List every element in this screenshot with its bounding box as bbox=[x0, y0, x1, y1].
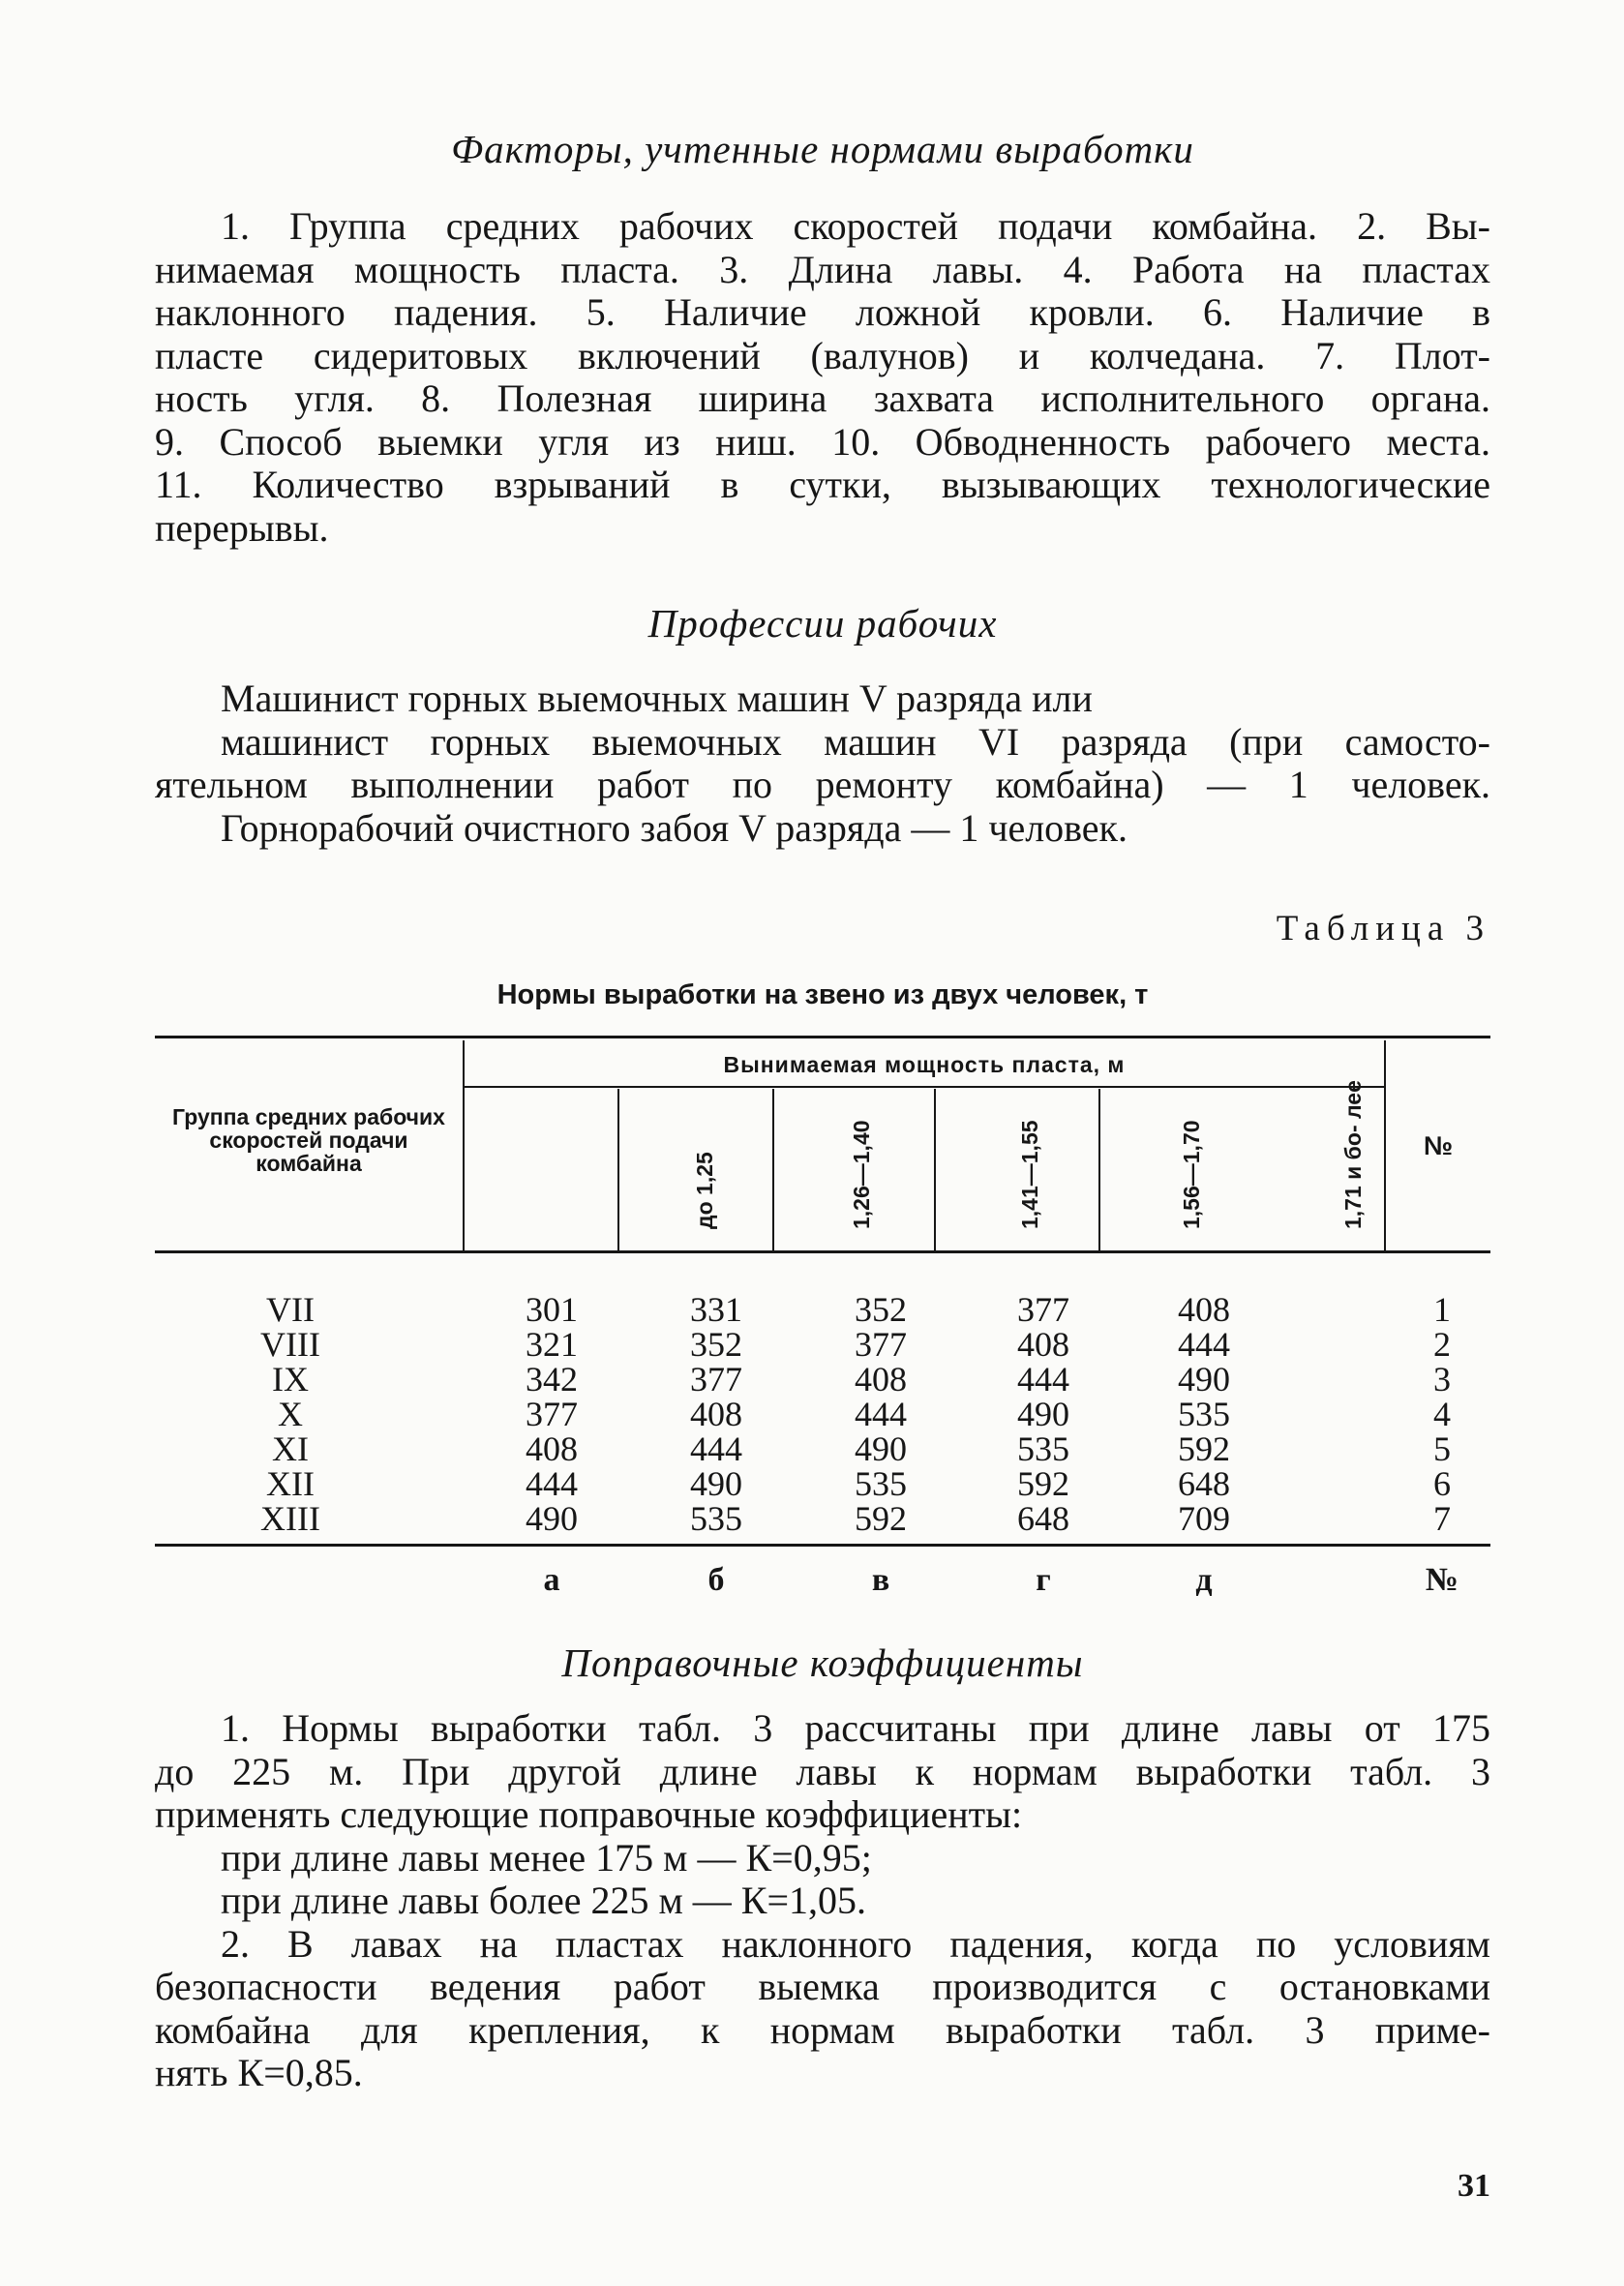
group-cell: IX bbox=[272, 1360, 309, 1399]
text-line: 9. Способ выемки угля из ниш. 10. Обводненность рабочего места. bbox=[155, 419, 1490, 464]
column-header: 1,26—1,40 bbox=[849, 1120, 874, 1229]
value-cell: 408 bbox=[1178, 1290, 1230, 1329]
span-header: Вынимаемая мощность пласта, м bbox=[723, 1052, 1126, 1077]
value-cell: 490 bbox=[1178, 1360, 1230, 1399]
document-page bbox=[155, 0, 1490, 2286]
table-bottom-rule bbox=[155, 1544, 1490, 1547]
table-divider bbox=[463, 1040, 465, 1250]
group-cell: X bbox=[278, 1395, 303, 1433]
text-line: нимаемая мощность пласта. 3. Длина лавы. 4. Работа на пластах bbox=[155, 247, 1490, 291]
professions-paragraph bbox=[155, 677, 1490, 850]
value-cell: 444 bbox=[855, 1395, 907, 1433]
value-cell: 535 bbox=[1178, 1395, 1230, 1433]
row-number: 7 bbox=[1433, 1499, 1451, 1538]
row-number: 6 bbox=[1433, 1464, 1451, 1503]
value-cell: 377 bbox=[1017, 1290, 1069, 1329]
table-header-rule bbox=[155, 1250, 1490, 1253]
column-header: до 1,25 bbox=[692, 1152, 717, 1229]
factors-paragraph bbox=[155, 205, 1490, 550]
value-cell: 535 bbox=[1017, 1429, 1069, 1468]
column-letter: в bbox=[871, 1562, 890, 1598]
value-cell: 444 bbox=[1178, 1325, 1230, 1364]
table-label: Таблица 3 bbox=[1276, 909, 1490, 948]
text-line: при длине лавы более 225 м — К=1,05. bbox=[221, 1879, 867, 1922]
page-number: 31 bbox=[1458, 2168, 1490, 2204]
value-cell: 535 bbox=[855, 1464, 907, 1503]
value-cell: 709 bbox=[1178, 1499, 1230, 1538]
table-divider bbox=[934, 1089, 936, 1250]
value-cell: 331 bbox=[690, 1290, 742, 1329]
text-line: наклонного падения. 5. Наличие ложной кровли. 6. Наличие в bbox=[155, 290, 1490, 334]
span-header-rule bbox=[465, 1086, 1384, 1088]
value-cell: 342 bbox=[526, 1360, 578, 1399]
text-line: Горнорабочий очистного забоя V разряда — 1 человек. bbox=[221, 805, 1128, 850]
text-line: 1. Нормы выработки табл. 3 рассчитаны при длине лавы от 175 bbox=[221, 1706, 1490, 1750]
value-cell: 648 bbox=[1178, 1464, 1230, 1503]
value-cell: 301 bbox=[526, 1290, 578, 1329]
column-header: 1,56—1,70 bbox=[1179, 1120, 1204, 1229]
row-number: 4 bbox=[1433, 1395, 1451, 1433]
text-line: 11. Количество взрываний в сутки, вызывающих технологические bbox=[155, 463, 1490, 506]
text-line: перерывы. bbox=[155, 505, 329, 550]
table-title: Нормы выработки на звено из двух человек, т bbox=[496, 979, 1149, 1010]
row-number: 1 bbox=[1433, 1290, 1451, 1329]
value-cell: 352 bbox=[855, 1290, 907, 1329]
text-line: безопасности ведения работ выемка производится с остановками bbox=[155, 1965, 1490, 2008]
value-cell: 377 bbox=[526, 1395, 578, 1433]
text-line: 1. Группа средних рабочих скоростей подачи комбайна. 2. Вы- bbox=[221, 204, 1490, 248]
table-divider bbox=[1098, 1089, 1100, 1250]
value-cell: 408 bbox=[526, 1429, 578, 1468]
value-cell: 490 bbox=[526, 1499, 578, 1538]
text-line: 2. В лавах на пластах наклонного падения, когда по условиям bbox=[221, 1921, 1490, 1966]
text-line: при длине лавы менее 175 м — К=0,95; bbox=[221, 1835, 872, 1880]
text-line: нять К=0,85. bbox=[155, 2051, 363, 2094]
column-letter: б bbox=[707, 1562, 725, 1598]
group-cell: XII bbox=[266, 1464, 315, 1503]
value-cell: 535 bbox=[690, 1499, 742, 1538]
table-top-rule bbox=[155, 1036, 1490, 1038]
column-letter: № bbox=[1425, 1562, 1459, 1598]
value-cell: 352 bbox=[690, 1325, 742, 1364]
section-heading-coefficients: Поправочные коэффициенты bbox=[561, 1640, 1084, 1685]
row-number: 5 bbox=[1433, 1429, 1451, 1468]
value-cell: 592 bbox=[1017, 1464, 1069, 1503]
group-cell: XIII bbox=[260, 1499, 320, 1538]
column-header: 1,41—1,55 bbox=[1017, 1120, 1042, 1229]
group-cell: VIII bbox=[260, 1325, 320, 1364]
text-line: машинист горных выемочных машин VI разряда (при самосто- bbox=[221, 719, 1490, 764]
group-cell: XI bbox=[272, 1429, 309, 1468]
value-cell: 592 bbox=[1178, 1429, 1230, 1468]
value-cell: 444 bbox=[690, 1429, 742, 1468]
value-cell: 377 bbox=[855, 1325, 907, 1364]
column-header: 1,71 и бо- лее bbox=[1340, 1080, 1366, 1229]
section-heading-professions: Профессии рабочих bbox=[647, 601, 998, 646]
text-line: применять следующие поправочные коэффициенты: bbox=[155, 1792, 1023, 1836]
column-letter: а bbox=[543, 1562, 560, 1598]
value-cell: 408 bbox=[855, 1360, 907, 1399]
table-divider bbox=[772, 1089, 774, 1250]
group-header: Группа средних рабочих скоростей подачи комбайна bbox=[172, 1104, 445, 1176]
value-cell: 592 bbox=[855, 1499, 907, 1538]
number-header: № bbox=[1423, 1131, 1454, 1160]
group-cell: VII bbox=[266, 1290, 315, 1329]
text-line: до 225 м. При другой длине лавы к нормам выработки табл. 3 bbox=[155, 1749, 1490, 1793]
text-line: комбайна для крепления, к нормам выработки табл. 3 приме- bbox=[155, 2007, 1490, 2052]
value-cell: 648 bbox=[1017, 1499, 1069, 1538]
column-letter: г bbox=[1036, 1562, 1051, 1598]
section-heading-factors: Факторы, учтенные нормами выработки bbox=[451, 127, 1194, 171]
column-letter: д bbox=[1195, 1562, 1213, 1598]
value-cell: 444 bbox=[526, 1464, 578, 1503]
row-number: 2 bbox=[1433, 1325, 1451, 1364]
value-cell: 408 bbox=[690, 1395, 742, 1433]
value-cell: 321 bbox=[526, 1325, 578, 1364]
text-line: ятельном выполнении работ по ремонту комбайна) — 1 человек. bbox=[155, 763, 1490, 806]
row-number: 3 bbox=[1433, 1360, 1451, 1399]
table-divider bbox=[617, 1089, 619, 1250]
value-cell: 377 bbox=[690, 1360, 742, 1399]
value-cell: 490 bbox=[855, 1429, 907, 1468]
coefficients-paragraph bbox=[155, 1707, 1490, 2095]
text-line: Машинист горных выемочных машин V разряда или bbox=[221, 677, 1093, 720]
value-cell: 444 bbox=[1017, 1360, 1069, 1399]
value-cell: 408 bbox=[1017, 1325, 1069, 1364]
value-cell: 490 bbox=[1017, 1395, 1069, 1433]
text-line: ность угля. 8. Полезная ширина захвата исполнительного органа. bbox=[155, 376, 1490, 420]
value-cell: 490 bbox=[690, 1464, 742, 1503]
text-line: пласте сидеритовых включений (валунов) и колчедана. 7. Плот- bbox=[155, 333, 1490, 377]
